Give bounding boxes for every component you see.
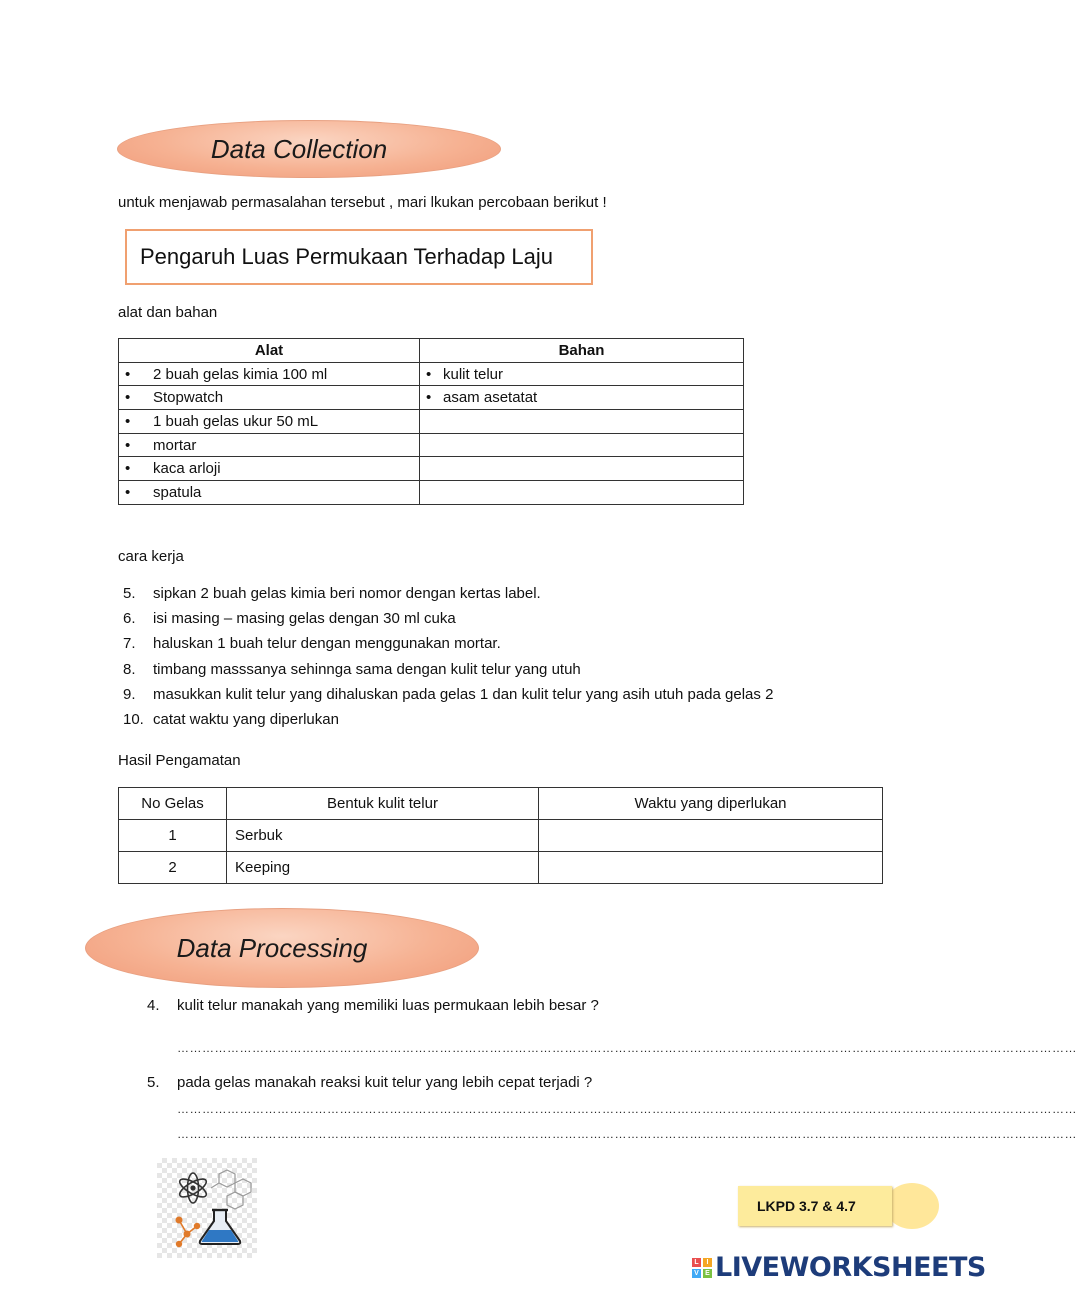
science-icon (157, 1158, 257, 1258)
alat-dan-bahan-label: alat dan bahan (118, 304, 218, 321)
alat-item: Stopwatch (153, 389, 224, 407)
alat-cell (119, 410, 420, 434)
step-number: 9. (123, 686, 136, 703)
bullet: • (426, 365, 432, 383)
lkpd-badge (738, 1186, 892, 1226)
waktu-input-cell[interactable] (539, 820, 883, 852)
no-gelas-cell: 2 (119, 852, 227, 884)
bullet: • (125, 389, 131, 407)
table-row (119, 457, 744, 481)
bentuk-cell: Serbuk (227, 820, 539, 852)
alat-item: kaca arloji (153, 460, 221, 478)
step-text: catat waktu yang diperlukan (153, 711, 339, 728)
table-row (119, 362, 744, 386)
header-waktu: Waktu yang diperlukan (539, 788, 883, 820)
step-text: sipkan 2 buah gelas kimia beri nomor dengan kertas label. (153, 585, 541, 602)
liveworksheets-logo[interactable] (692, 1252, 986, 1283)
logo-tile: L (692, 1258, 701, 1267)
alat-item: mortar (153, 436, 197, 454)
data-collection-heading-text: Data Collection (210, 133, 388, 164)
waktu-input-cell[interactable] (539, 852, 883, 884)
bahan-cell-empty[interactable] (420, 433, 744, 457)
data-processing-heading-text: Data Processing (176, 932, 368, 963)
answer-line[interactable]: ……………………………………………………………………………………………………………………………………………………………………………………………… (177, 1041, 1077, 1055)
step-item (123, 686, 773, 703)
bullet: • (125, 483, 131, 501)
step-text: timbang masssanya sehinnga sama dengan kulit telur yang utuh (153, 661, 581, 678)
alat-item: 2 buah gelas kimia 100 ml (153, 365, 328, 383)
science-illustration (157, 1158, 257, 1258)
alat-cell (119, 433, 420, 457)
experiment-title: Pengaruh Luas Permukaan Terhadap Laju (140, 244, 554, 269)
hasil-pengamatan-label: Hasil Pengamatan (118, 752, 241, 769)
data-processing-heading (85, 908, 479, 988)
experiment-title-box (125, 229, 593, 285)
hasil-table (118, 787, 883, 884)
liveworksheets-brand: LIVEWORKSHEETS (715, 1252, 986, 1283)
lkpd-badge-text: LKPD 3.7 & 4.7 (757, 1198, 856, 1214)
table-row (119, 410, 744, 434)
bahan-item: asam asetatat (443, 389, 538, 407)
table-row (119, 481, 744, 505)
alat-bahan-table (118, 338, 744, 505)
intro-text: untuk menjawab permasalahan tersebut , mari lkukan percobaan berikut ! (118, 194, 607, 211)
bullet: • (426, 389, 432, 407)
alat-cell (119, 481, 420, 505)
alat-cell (119, 386, 420, 410)
step-number: 7. (123, 635, 136, 652)
logo-tile: E (703, 1269, 712, 1278)
alat-item: spatula (153, 483, 202, 501)
header-no-gelas: No Gelas (119, 788, 227, 820)
question-number: 4. (147, 997, 160, 1014)
cara-kerja-label: cara kerja (118, 548, 184, 565)
bahan-item: kulit telur (443, 365, 504, 383)
step-item (123, 661, 581, 678)
badge-circle (885, 1183, 939, 1229)
table-row (119, 386, 744, 410)
answer-line[interactable]: ……………………………………………………………………………………………………………………………………………………………………………………………… (177, 1127, 1077, 1141)
no-gelas-cell: 1 (119, 820, 227, 852)
alat-item: 1 buah gelas ukur 50 mL (153, 412, 319, 430)
bullet: • (125, 412, 131, 430)
header-bentuk: Bentuk kulit telur (227, 788, 539, 820)
question-number: 5. (147, 1074, 160, 1091)
step-number: 5. (123, 585, 136, 602)
step-item (123, 610, 456, 627)
alat-cell (119, 457, 420, 481)
step-item (123, 711, 339, 728)
table-header-row (119, 788, 883, 820)
step-text: haluskan 1 buah telur dengan menggunakan mortar. (153, 635, 501, 652)
logo-tile: V (692, 1269, 701, 1278)
table-row (119, 852, 883, 884)
bullet: • (125, 365, 131, 383)
table-row (119, 820, 883, 852)
step-text: isi masing – masing gelas dengan 30 ml cuka (153, 610, 456, 627)
question-item (147, 1074, 592, 1091)
table-row (119, 433, 744, 457)
bullet: • (125, 436, 131, 454)
question-text: pada gelas manakah reaksi kuit telur yang lebih cepat terjadi ? (177, 1074, 593, 1091)
liveworksheets-logo-icon (692, 1258, 712, 1278)
step-text: masukkan kulit telur yang dihaluskan pada gelas 1 dan kulit telur yang asih utuh pada gelas 2 (153, 686, 774, 703)
header-bahan: Bahan (420, 339, 744, 363)
bahan-cell (420, 362, 744, 386)
bahan-cell-empty[interactable] (420, 410, 744, 434)
step-number: 8. (123, 661, 136, 678)
question-text: kulit telur manakah yang memiliki luas permukaan lebih besar ? (177, 997, 599, 1014)
step-number: 6. (123, 610, 136, 627)
logo-tile: I (703, 1258, 712, 1267)
bullet: • (125, 460, 131, 478)
question-item (147, 997, 599, 1014)
step-number: 10. (123, 711, 144, 728)
bahan-cell-empty[interactable] (420, 481, 744, 505)
table-header-row (119, 339, 744, 363)
bentuk-cell: Keeping (227, 852, 539, 884)
bahan-cell-empty[interactable] (420, 457, 744, 481)
alat-cell (119, 362, 420, 386)
step-item (123, 635, 501, 652)
data-collection-heading (117, 120, 501, 178)
header-alat: Alat (119, 339, 420, 363)
answer-line[interactable]: ……………………………………………………………………………………………………………………………………………………………………………………………… (177, 1102, 1077, 1116)
bahan-cell (420, 386, 744, 410)
step-item (123, 585, 541, 602)
